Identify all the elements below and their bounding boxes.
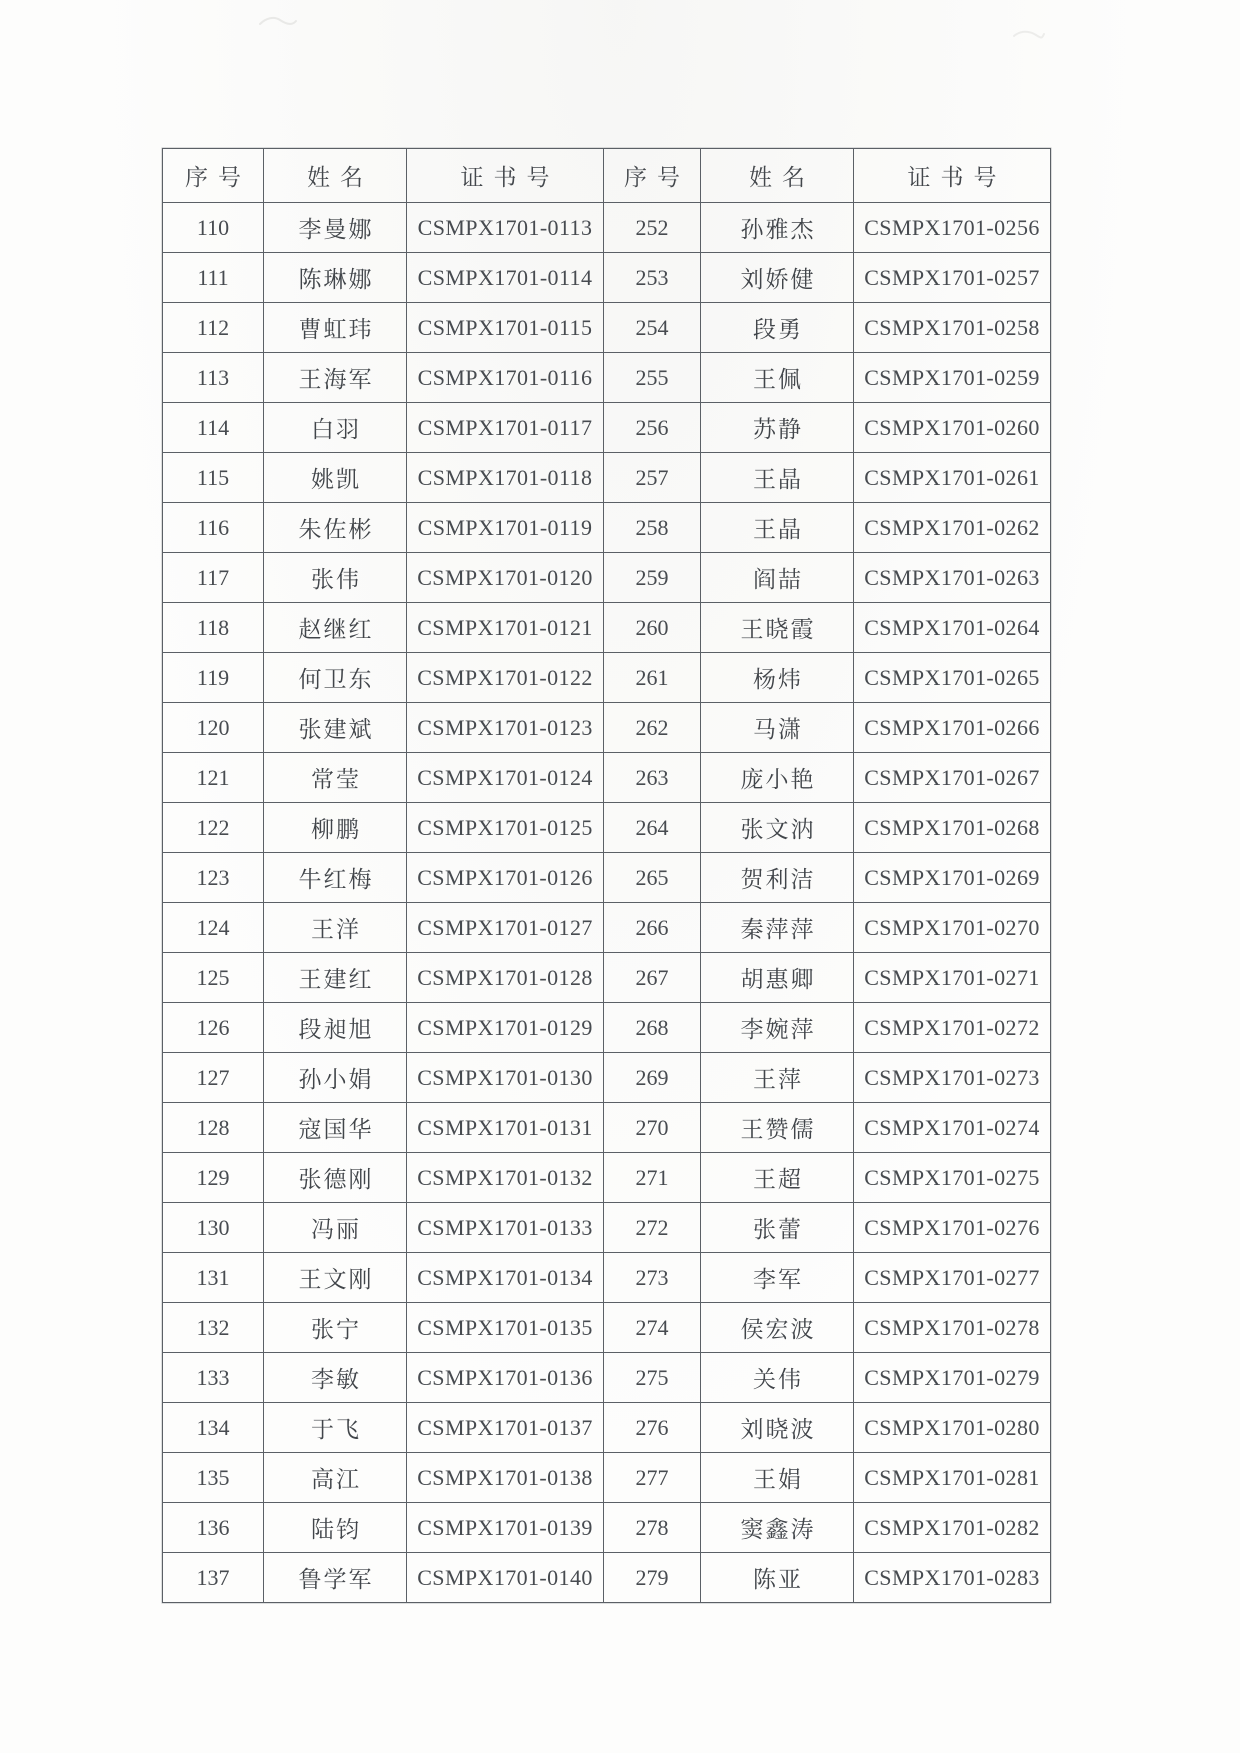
serial-cell: 125 xyxy=(163,953,264,1003)
table-row xyxy=(163,203,1051,253)
serial-cell: 114 xyxy=(163,403,264,453)
table-row xyxy=(163,1503,1051,1553)
cert-cell: CSMPX1701-0257 xyxy=(854,253,1051,303)
table-row xyxy=(163,253,1051,303)
serial-cell: 271 xyxy=(604,1153,701,1203)
cert-cell: CSMPX1701-0276 xyxy=(854,1203,1051,1253)
name-cell: 胡惠卿 xyxy=(701,953,854,1003)
cert-cell: CSMPX1701-0271 xyxy=(854,953,1051,1003)
name-cell: 柳鹏 xyxy=(264,803,407,853)
cert-cell: CSMPX1701-0137 xyxy=(407,1403,604,1453)
cert-cell: CSMPX1701-0267 xyxy=(854,753,1051,803)
cert-cell: CSMPX1701-0119 xyxy=(407,503,604,553)
table-row xyxy=(163,1303,1051,1353)
serial-cell: 256 xyxy=(604,403,701,453)
cert-cell: CSMPX1701-0139 xyxy=(407,1503,604,1553)
name-cell: 陈琳娜 xyxy=(264,253,407,303)
name-cell: 张伟 xyxy=(264,553,407,603)
serial-cell: 268 xyxy=(604,1003,701,1053)
table-row xyxy=(163,1003,1051,1053)
name-cell: 寇国华 xyxy=(264,1103,407,1153)
column-header: 证书号 xyxy=(854,149,1051,203)
table-row xyxy=(163,1403,1051,1453)
cert-cell: CSMPX1701-0123 xyxy=(407,703,604,753)
table-row xyxy=(163,803,1051,853)
cert-cell: CSMPX1701-0115 xyxy=(407,303,604,353)
cert-cell: CSMPX1701-0280 xyxy=(854,1403,1051,1453)
column-header: 姓名 xyxy=(264,149,407,203)
serial-cell: 260 xyxy=(604,603,701,653)
cert-cell: CSMPX1701-0259 xyxy=(854,353,1051,403)
serial-cell: 110 xyxy=(163,203,264,253)
serial-cell: 275 xyxy=(604,1353,701,1403)
cert-cell: CSMPX1701-0263 xyxy=(854,553,1051,603)
cert-cell: CSMPX1701-0131 xyxy=(407,1103,604,1153)
cert-cell: CSMPX1701-0261 xyxy=(854,453,1051,503)
serial-cell: 273 xyxy=(604,1253,701,1303)
name-cell: 张蕾 xyxy=(701,1203,854,1253)
name-cell: 马潇 xyxy=(701,703,854,753)
name-cell: 张文汭 xyxy=(701,803,854,853)
name-cell: 高江 xyxy=(264,1453,407,1503)
serial-cell: 278 xyxy=(604,1503,701,1553)
cert-cell: CSMPX1701-0128 xyxy=(407,953,604,1003)
cert-cell: CSMPX1701-0127 xyxy=(407,903,604,953)
serial-cell: 257 xyxy=(604,453,701,503)
name-cell: 曹虹玮 xyxy=(264,303,407,353)
serial-cell: 136 xyxy=(163,1503,264,1553)
cert-cell: CSMPX1701-0133 xyxy=(407,1203,604,1253)
cert-cell: CSMPX1701-0138 xyxy=(407,1453,604,1503)
serial-cell: 277 xyxy=(604,1453,701,1503)
table-row xyxy=(163,903,1051,953)
serial-cell: 117 xyxy=(163,553,264,603)
cert-cell: CSMPX1701-0274 xyxy=(854,1103,1051,1153)
cert-cell: CSMPX1701-0113 xyxy=(407,203,604,253)
name-cell: 孙小娟 xyxy=(264,1053,407,1103)
serial-cell: 113 xyxy=(163,353,264,403)
cert-cell: CSMPX1701-0118 xyxy=(407,453,604,503)
table-row xyxy=(163,1053,1051,1103)
table-row xyxy=(163,1253,1051,1303)
table-row xyxy=(163,1353,1051,1403)
serial-cell: 253 xyxy=(604,253,701,303)
serial-cell: 270 xyxy=(604,1103,701,1153)
serial-cell: 121 xyxy=(163,753,264,803)
cert-cell: CSMPX1701-0126 xyxy=(407,853,604,903)
serial-cell: 119 xyxy=(163,653,264,703)
table-row xyxy=(163,1453,1051,1503)
cert-cell: CSMPX1701-0121 xyxy=(407,603,604,653)
name-cell: 秦萍萍 xyxy=(701,903,854,953)
table-row xyxy=(163,853,1051,903)
cert-cell: CSMPX1701-0281 xyxy=(854,1453,1051,1503)
serial-cell: 252 xyxy=(604,203,701,253)
table-row xyxy=(163,1553,1051,1603)
serial-cell: 259 xyxy=(604,553,701,603)
serial-cell: 255 xyxy=(604,353,701,403)
name-cell: 陆钧 xyxy=(264,1503,407,1553)
table-row xyxy=(163,953,1051,1003)
cert-cell: CSMPX1701-0279 xyxy=(854,1353,1051,1403)
serial-cell: 111 xyxy=(163,253,264,303)
cert-cell: CSMPX1701-0273 xyxy=(854,1053,1051,1103)
cert-cell: CSMPX1701-0262 xyxy=(854,503,1051,553)
cert-cell: CSMPX1701-0114 xyxy=(407,253,604,303)
cert-cell: CSMPX1701-0265 xyxy=(854,653,1051,703)
name-cell: 李婉萍 xyxy=(701,1003,854,1053)
cert-cell: CSMPX1701-0124 xyxy=(407,753,604,803)
name-cell: 李军 xyxy=(701,1253,854,1303)
scan-smudge-left-icon xyxy=(258,12,298,30)
column-header: 序号 xyxy=(163,149,264,203)
serial-cell: 135 xyxy=(163,1453,264,1503)
cert-cell: CSMPX1701-0282 xyxy=(854,1503,1051,1553)
serial-cell: 127 xyxy=(163,1053,264,1103)
name-cell: 杨炜 xyxy=(701,653,854,703)
serial-cell: 132 xyxy=(163,1303,264,1353)
name-cell: 朱佐彬 xyxy=(264,503,407,553)
cert-cell: CSMPX1701-0264 xyxy=(854,603,1051,653)
name-cell: 王晶 xyxy=(701,503,854,553)
name-cell: 王娟 xyxy=(701,1453,854,1503)
table-row xyxy=(163,353,1051,403)
serial-cell: 115 xyxy=(163,453,264,503)
table-row xyxy=(163,453,1051,503)
table-body xyxy=(163,203,1051,1603)
cert-cell: CSMPX1701-0269 xyxy=(854,853,1051,903)
name-cell: 段勇 xyxy=(701,303,854,353)
name-cell: 王佩 xyxy=(701,353,854,403)
name-cell: 张建斌 xyxy=(264,703,407,753)
serial-cell: 124 xyxy=(163,903,264,953)
table-row xyxy=(163,753,1051,803)
name-cell: 张德刚 xyxy=(264,1153,407,1203)
table-row xyxy=(163,1203,1051,1253)
name-cell: 李曼娜 xyxy=(264,203,407,253)
name-cell: 关伟 xyxy=(701,1353,854,1403)
cert-cell: CSMPX1701-0283 xyxy=(854,1553,1051,1603)
serial-cell: 266 xyxy=(604,903,701,953)
serial-cell: 123 xyxy=(163,853,264,903)
table-row xyxy=(163,703,1051,753)
serial-cell: 272 xyxy=(604,1203,701,1253)
cert-cell: CSMPX1701-0258 xyxy=(854,303,1051,353)
name-cell: 常莹 xyxy=(264,753,407,803)
name-cell: 王建红 xyxy=(264,953,407,1003)
table-row xyxy=(163,1153,1051,1203)
name-cell: 王萍 xyxy=(701,1053,854,1103)
name-cell: 孙雅杰 xyxy=(701,203,854,253)
name-cell: 何卫东 xyxy=(264,653,407,703)
table-row xyxy=(163,553,1051,603)
serial-cell: 130 xyxy=(163,1203,264,1253)
serial-cell: 279 xyxy=(604,1553,701,1603)
serial-cell: 134 xyxy=(163,1403,264,1453)
serial-cell: 274 xyxy=(604,1303,701,1353)
name-cell: 窦鑫涛 xyxy=(701,1503,854,1553)
name-cell: 苏静 xyxy=(701,403,854,453)
name-cell: 贺利洁 xyxy=(701,853,854,903)
cert-cell: CSMPX1701-0135 xyxy=(407,1303,604,1353)
name-cell: 侯宏波 xyxy=(701,1303,854,1353)
cert-cell: CSMPX1701-0260 xyxy=(854,403,1051,453)
name-cell: 庞小艳 xyxy=(701,753,854,803)
serial-cell: 254 xyxy=(604,303,701,353)
cert-cell: CSMPX1701-0266 xyxy=(854,703,1051,753)
cert-cell: CSMPX1701-0277 xyxy=(854,1253,1051,1303)
cert-cell: CSMPX1701-0270 xyxy=(854,903,1051,953)
name-cell: 张宁 xyxy=(264,1303,407,1353)
name-cell: 王海军 xyxy=(264,353,407,403)
cert-cell: CSMPX1701-0140 xyxy=(407,1553,604,1603)
table-row xyxy=(163,503,1051,553)
serial-cell: 261 xyxy=(604,653,701,703)
name-cell: 刘晓波 xyxy=(701,1403,854,1453)
cert-cell: CSMPX1701-0256 xyxy=(854,203,1051,253)
cert-cell: CSMPX1701-0268 xyxy=(854,803,1051,853)
cert-cell: CSMPX1701-0275 xyxy=(854,1153,1051,1203)
serial-cell: 120 xyxy=(163,703,264,753)
certificate-table xyxy=(162,148,1051,1603)
column-header: 证书号 xyxy=(407,149,604,203)
name-cell: 王晶 xyxy=(701,453,854,503)
cert-cell: CSMPX1701-0132 xyxy=(407,1153,604,1203)
cert-cell: CSMPX1701-0129 xyxy=(407,1003,604,1053)
table-row xyxy=(163,653,1051,703)
scan-smudge-right-icon xyxy=(1012,26,1046,42)
cert-cell: CSMPX1701-0120 xyxy=(407,553,604,603)
serial-cell: 264 xyxy=(604,803,701,853)
serial-cell: 276 xyxy=(604,1403,701,1453)
serial-cell: 116 xyxy=(163,503,264,553)
table-row xyxy=(163,303,1051,353)
name-cell: 李敏 xyxy=(264,1353,407,1403)
cert-cell: CSMPX1701-0272 xyxy=(854,1003,1051,1053)
name-cell: 赵继红 xyxy=(264,603,407,653)
cert-cell: CSMPX1701-0278 xyxy=(854,1303,1051,1353)
serial-cell: 265 xyxy=(604,853,701,903)
name-cell: 冯丽 xyxy=(264,1203,407,1253)
serial-cell: 267 xyxy=(604,953,701,1003)
cert-cell: CSMPX1701-0136 xyxy=(407,1353,604,1403)
name-cell: 姚凯 xyxy=(264,453,407,503)
serial-cell: 122 xyxy=(163,803,264,853)
name-cell: 刘娇健 xyxy=(701,253,854,303)
serial-cell: 258 xyxy=(604,503,701,553)
name-cell: 牛红梅 xyxy=(264,853,407,903)
name-cell: 阎喆 xyxy=(701,553,854,603)
name-cell: 于飞 xyxy=(264,1403,407,1453)
cert-cell: CSMPX1701-0116 xyxy=(407,353,604,403)
serial-cell: 131 xyxy=(163,1253,264,1303)
cert-cell: CSMPX1701-0134 xyxy=(407,1253,604,1303)
serial-cell: 133 xyxy=(163,1353,264,1403)
serial-cell: 126 xyxy=(163,1003,264,1053)
serial-cell: 112 xyxy=(163,303,264,353)
serial-cell: 129 xyxy=(163,1153,264,1203)
serial-cell: 137 xyxy=(163,1553,264,1603)
name-cell: 王文刚 xyxy=(264,1253,407,1303)
column-header: 序号 xyxy=(604,149,701,203)
table-row xyxy=(163,403,1051,453)
cert-cell: CSMPX1701-0117 xyxy=(407,403,604,453)
table-row xyxy=(163,1103,1051,1153)
serial-cell: 128 xyxy=(163,1103,264,1153)
cert-cell: CSMPX1701-0122 xyxy=(407,653,604,703)
serial-cell: 269 xyxy=(604,1053,701,1103)
cert-cell: CSMPX1701-0125 xyxy=(407,803,604,853)
cert-cell: CSMPX1701-0130 xyxy=(407,1053,604,1103)
name-cell: 王洋 xyxy=(264,903,407,953)
column-header: 姓名 xyxy=(701,149,854,203)
serial-cell: 263 xyxy=(604,753,701,803)
serial-cell: 262 xyxy=(604,703,701,753)
name-cell: 王超 xyxy=(701,1153,854,1203)
name-cell: 王晓霞 xyxy=(701,603,854,653)
name-cell: 王赞儒 xyxy=(701,1103,854,1153)
table-row xyxy=(163,603,1051,653)
name-cell: 段昶旭 xyxy=(264,1003,407,1053)
header-row xyxy=(163,149,1051,203)
name-cell: 鲁学军 xyxy=(264,1553,407,1603)
name-cell: 陈亚 xyxy=(701,1553,854,1603)
serial-cell: 118 xyxy=(163,603,264,653)
name-cell: 白羽 xyxy=(264,403,407,453)
